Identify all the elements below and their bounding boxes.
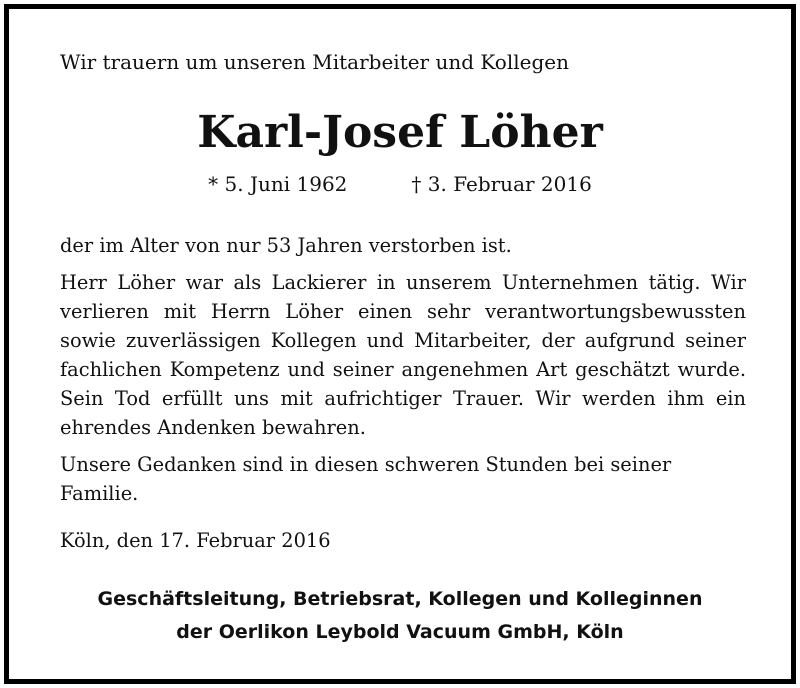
place-and-date: Köln, den 17. Februar 2016 xyxy=(60,529,331,552)
deceased-name: Karl-Josef Löher xyxy=(197,107,603,158)
age-line: der im Alter von nur 53 Jahren verstorben ist. xyxy=(60,234,512,257)
thoughts-line: Unsere Gedanken sind in diesen schweren Stunden bei seiner Familie. xyxy=(60,453,672,505)
intro-text: Wir trauern um unseren Mitarbeiter und Kollegen xyxy=(60,50,569,74)
notice-body xyxy=(60,231,746,508)
obituary-notice xyxy=(4,4,796,684)
signature-line-2: der Oerlikon Leybold Vacuum GmbH, Köln xyxy=(176,621,624,643)
tribute-paragraph: Herr Löher war als Lackierer in unserem Unternehmen tätig. Wir verlieren mit Herrn Löher einen sehr verantwortungsbewussten sowie zuverlässigen Kollegen und Mitarbeiter, der aufgrund seiner fachlichen Kompetenz und seiner angenehmen Art geschätzt wurde. Sein Tod erfüllt uns mit aufrichtiger Trauer. Wir werden ihm ein ehrendes Andenken bewahren. xyxy=(60,271,746,439)
death-date: † 3. Februar 2016 xyxy=(411,172,592,196)
birth-date: * 5. Juni 1962 xyxy=(208,172,348,196)
signature-line-1: Geschäftsleitung, Betriebsrat, Kollegen und Kolleginnen xyxy=(97,588,703,610)
signature-block xyxy=(9,583,791,649)
life-dates xyxy=(9,171,791,197)
